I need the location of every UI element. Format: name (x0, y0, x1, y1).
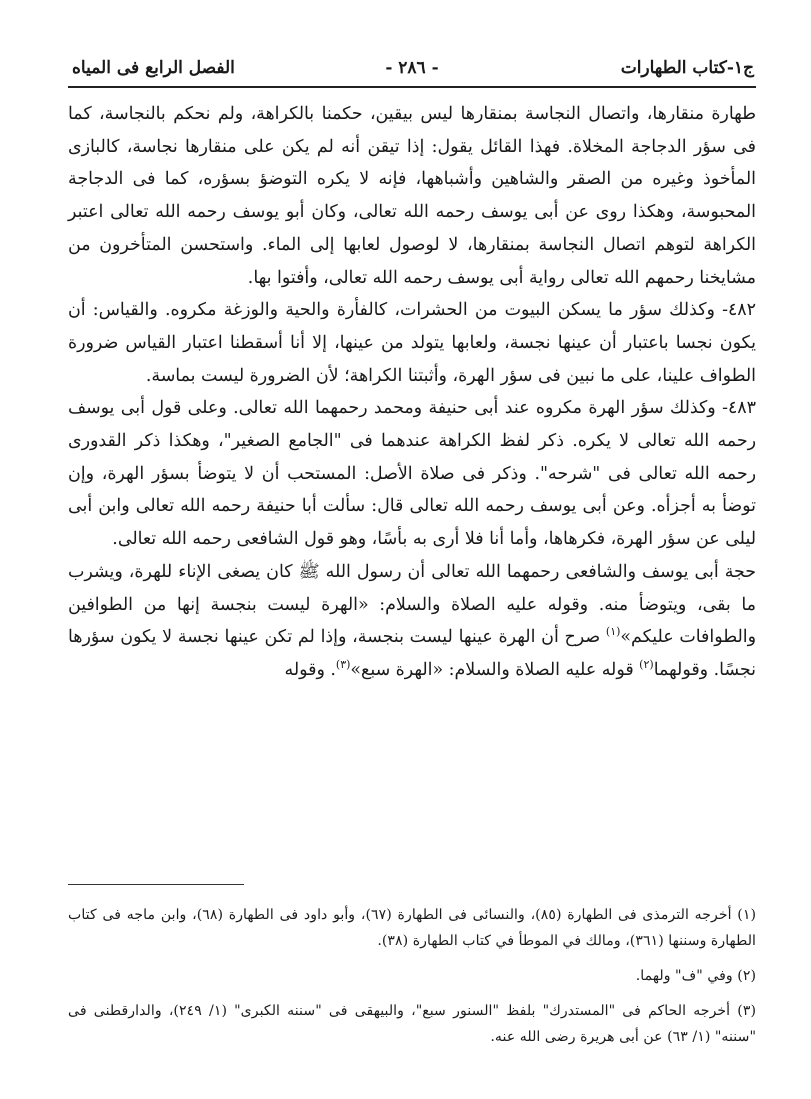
evidence-text-4: . وقوله (284, 659, 336, 680)
paragraph-intro: طهارة منقارها، واتصال النجاسة بمنقارها ليس بيقين، حكمنا بالكراهة، ولم نحكم بالنجاسة، كما فى سؤر الدجاجة المخلاة. فهذا القائل يقول: إذا تيقن أنه لم يكن على منقارها نجاسة، كالبازى المأخوذ وغيره من الصقر والشاهين وأشباهها، فإنه لا يكره التوضؤ بسؤره، كما فى الدجاجة المحبوسة، وهكذا روى عن أبى يوسف رحمه الله تعالى، وكان أبو يوسف رحمه الله تعالى اعتبر الكراهة لتوهم اتصال النجاسة بمنقارها، لا لوصول لعابها إلى الماء. واستحسن المتأخرون من مشايخنا رحمهم الله تعالى رواية أبى يوسف رحمه الله تعالى، وأفتوا بها. (68, 104, 756, 288)
evidence-text-2: صرح أن الهرة عينها ليست بنجسة، وإذا لم تكن عينها نجسة لا يكون سؤرها نجسًا. وقولهما (68, 627, 756, 680)
paragraph-evidence (68, 556, 756, 687)
evidence-text-1: حجة أبى يوسف والشافعى رحمهما الله تعالى أن رسول الله ﷺ كان يصغى الإناء للهرة، ويشرب ما بقى، ويتوضأ منه. وقوله عليه الصلاة والسلام: «الهرة ليست بنجسة إنها من الطوافين والطوافات عليكم» (68, 561, 756, 648)
footnote-2: (٢) وفي "ف" ولهما. (635, 968, 756, 984)
footnote-ref-3[interactable]: (٣) (335, 658, 351, 672)
header-chapter-title: الفصل الرابع فى المياه (72, 58, 235, 78)
footnote-3: (٣) أخرجه الحاكم فى "المستدرك" بلفظ "السنور سبع"، والبيهقى فى "سننه الكبرى" (١/ ٢٤٩)، والدارقطنى فى "سننه" (١/ ٦٣) عن أبى هريرة رضى الله عنه. (68, 1003, 757, 1045)
paragraph-482: ٤٨٢- وكذلك سؤر ما يسكن البيوت من الحشرات، كالفأرة والحية والوزغة مكروه. والقياس: أن يكون نجسا باعتبار أن عينها نجسة، ولعابها يتولد من عينها، إلا أنا أسقطنا اعتبار القياس ضرورة الطواف علينا، على ما نبين فى سؤر الهرة، وأثبتنا الكراهة؛ لأن الضرورة ليست بماسة. (68, 300, 756, 386)
header-book-title: ج١-كتاب الطهارات (620, 58, 754, 78)
evidence-text-3: قوله عليه الصلاة والسلام: «الهرة سبع» (350, 659, 640, 680)
paragraph-483: ٤٨٣- وكذلك سؤر الهرة مكروه عند أبى حنيفة ومحمد رحمهما الله تعالى. وعلى قول أبى يوسف رحمه الله تعالى لا يكره. ذكر لفظ الكراهة عندهما فى "الجامع الصغير"، وهكذا ذكر القدورى رحمه الله تعالى فى "شرحه". وذكر فى صلاة الأصل: المستحب أن لا يتوضأ بسؤر الهرة، وإن توضأ به أجزأه. وعن أبى يوسف رحمه الله تعالى قال: سألت أبا حنيفة رحمه الله تعالى وابن أبى ليلى عن سؤر الهرة، فكرهاها، وأما أنا فلا أرى به بأسًا، وهو قول الشافعى رحمه الله تعالى. (68, 398, 756, 550)
main-text (68, 98, 756, 687)
footnote-divider (68, 884, 244, 885)
footnote-ref-1[interactable]: (١) (605, 625, 621, 639)
page-number: - ٢٨٦ - (385, 58, 439, 78)
footnote-1: (١) أخرجه الترمذى فى الطهارة (٨٥)، والنسائى فى الطهارة (٦٧)، وأبو داود فى الطهارة (٦٨)، وابن ماجه فى كتاب الطهارة وسننها (٣٦١)، ومالك في الموطأ في كتاب الطهارة (٣٨). (68, 907, 757, 949)
footnotes (68, 902, 756, 1059)
footnote-ref-2[interactable]: (٢) (639, 658, 654, 672)
book-page (68, 52, 756, 1072)
running-header (68, 52, 756, 88)
